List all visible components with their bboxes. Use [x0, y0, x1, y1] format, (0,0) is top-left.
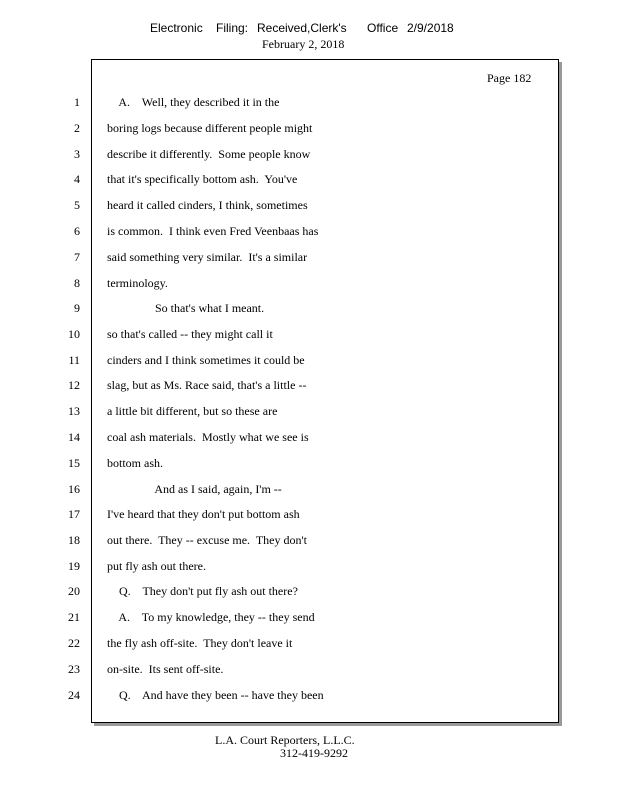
line-number: 8: [74, 276, 80, 290]
line-number: 14: [68, 430, 80, 444]
line-number: 21: [68, 610, 80, 624]
line-number: 4: [74, 172, 80, 186]
transcript-line: describe it differently. Some people know: [107, 147, 311, 161]
transcript-line: so that's called -- they might call it: [107, 327, 273, 341]
transcript-line: Q. And have they been -- have they been: [107, 688, 324, 702]
line-number: 24: [68, 688, 80, 702]
transcript-line: boring logs because different people might: [107, 121, 313, 135]
line-number: 12: [68, 378, 80, 392]
transcript-line: out there. They -- excuse me. They don't: [107, 533, 307, 547]
court-reporter-name: L.A. Court Reporters, L.L.C.: [215, 733, 355, 747]
court-reporter-phone: 312-419-9292: [280, 746, 348, 760]
transcript-line: that it's specifically bottom ash. You've: [107, 172, 298, 186]
transcript-line: put fly ash out there.: [107, 559, 206, 573]
line-number: 17: [68, 507, 80, 521]
stamp-word-office: Office: [367, 21, 399, 35]
transcript-line: slag, but as Ms. Race said, that's a little --: [107, 378, 307, 392]
transcript-line: the fly ash off-site. They don't leave it: [107, 636, 293, 650]
transcript-line: heard it called cinders, I think, sometimes: [107, 198, 308, 212]
line-number: 23: [68, 662, 80, 676]
transcript-line: And as I said, again, I'm --: [107, 482, 282, 496]
line-number: 5: [74, 198, 80, 212]
transcript-line: said something very similar. It's a similar: [107, 250, 308, 264]
transcript-line: A. Well, they described it in the: [107, 95, 280, 109]
filed-date: February 2, 2018: [262, 37, 345, 51]
stamp-word-filing: Filing:: [216, 21, 249, 35]
transcript-line: cinders and I think sometimes it could be: [107, 353, 305, 367]
line-number: 2: [74, 121, 80, 135]
filing-stamp: [150, 21, 454, 35]
line-number: 15: [68, 456, 80, 470]
transcript-line: A. To my knowledge, they -- they send: [107, 610, 315, 624]
transcript-line: on-site. Its sent off-site.: [107, 662, 224, 676]
transcript-line: Q. They don't put fly ash out there?: [107, 584, 298, 598]
line-number: 22: [68, 636, 80, 650]
line-number: 13: [68, 404, 80, 418]
line-number: 1: [74, 95, 80, 109]
page-number: Page 182: [487, 71, 532, 85]
line-number: 18: [68, 533, 80, 547]
transcript-line: coal ash materials. Mostly what we see is: [107, 430, 309, 444]
stamp-word-received-clerks: Received,Clerk's: [257, 21, 347, 35]
transcript-line: I've heard that they don't put bottom ash: [107, 507, 300, 521]
transcript-line: So that's what I meant.: [107, 301, 265, 315]
stamp-word-electronic: Electronic: [150, 21, 203, 35]
line-number: 10: [68, 327, 80, 341]
line-number: 7: [74, 250, 80, 264]
transcript-line: terminology.: [107, 276, 168, 290]
stamp-date: 2/9/2018: [407, 21, 454, 35]
transcript-line: bottom ash.: [107, 456, 163, 470]
line-number: 3: [74, 147, 80, 161]
line-number: 11: [68, 353, 80, 367]
line-number: 16: [68, 482, 80, 496]
transcript-line: a little bit different, but so these are: [107, 404, 278, 418]
line-number: 9: [74, 301, 80, 315]
line-number: 20: [68, 584, 80, 598]
line-number: 19: [68, 559, 80, 573]
line-number: 6: [74, 224, 80, 238]
transcript-line: is common. I think even Fred Veenbaas has: [107, 224, 319, 238]
